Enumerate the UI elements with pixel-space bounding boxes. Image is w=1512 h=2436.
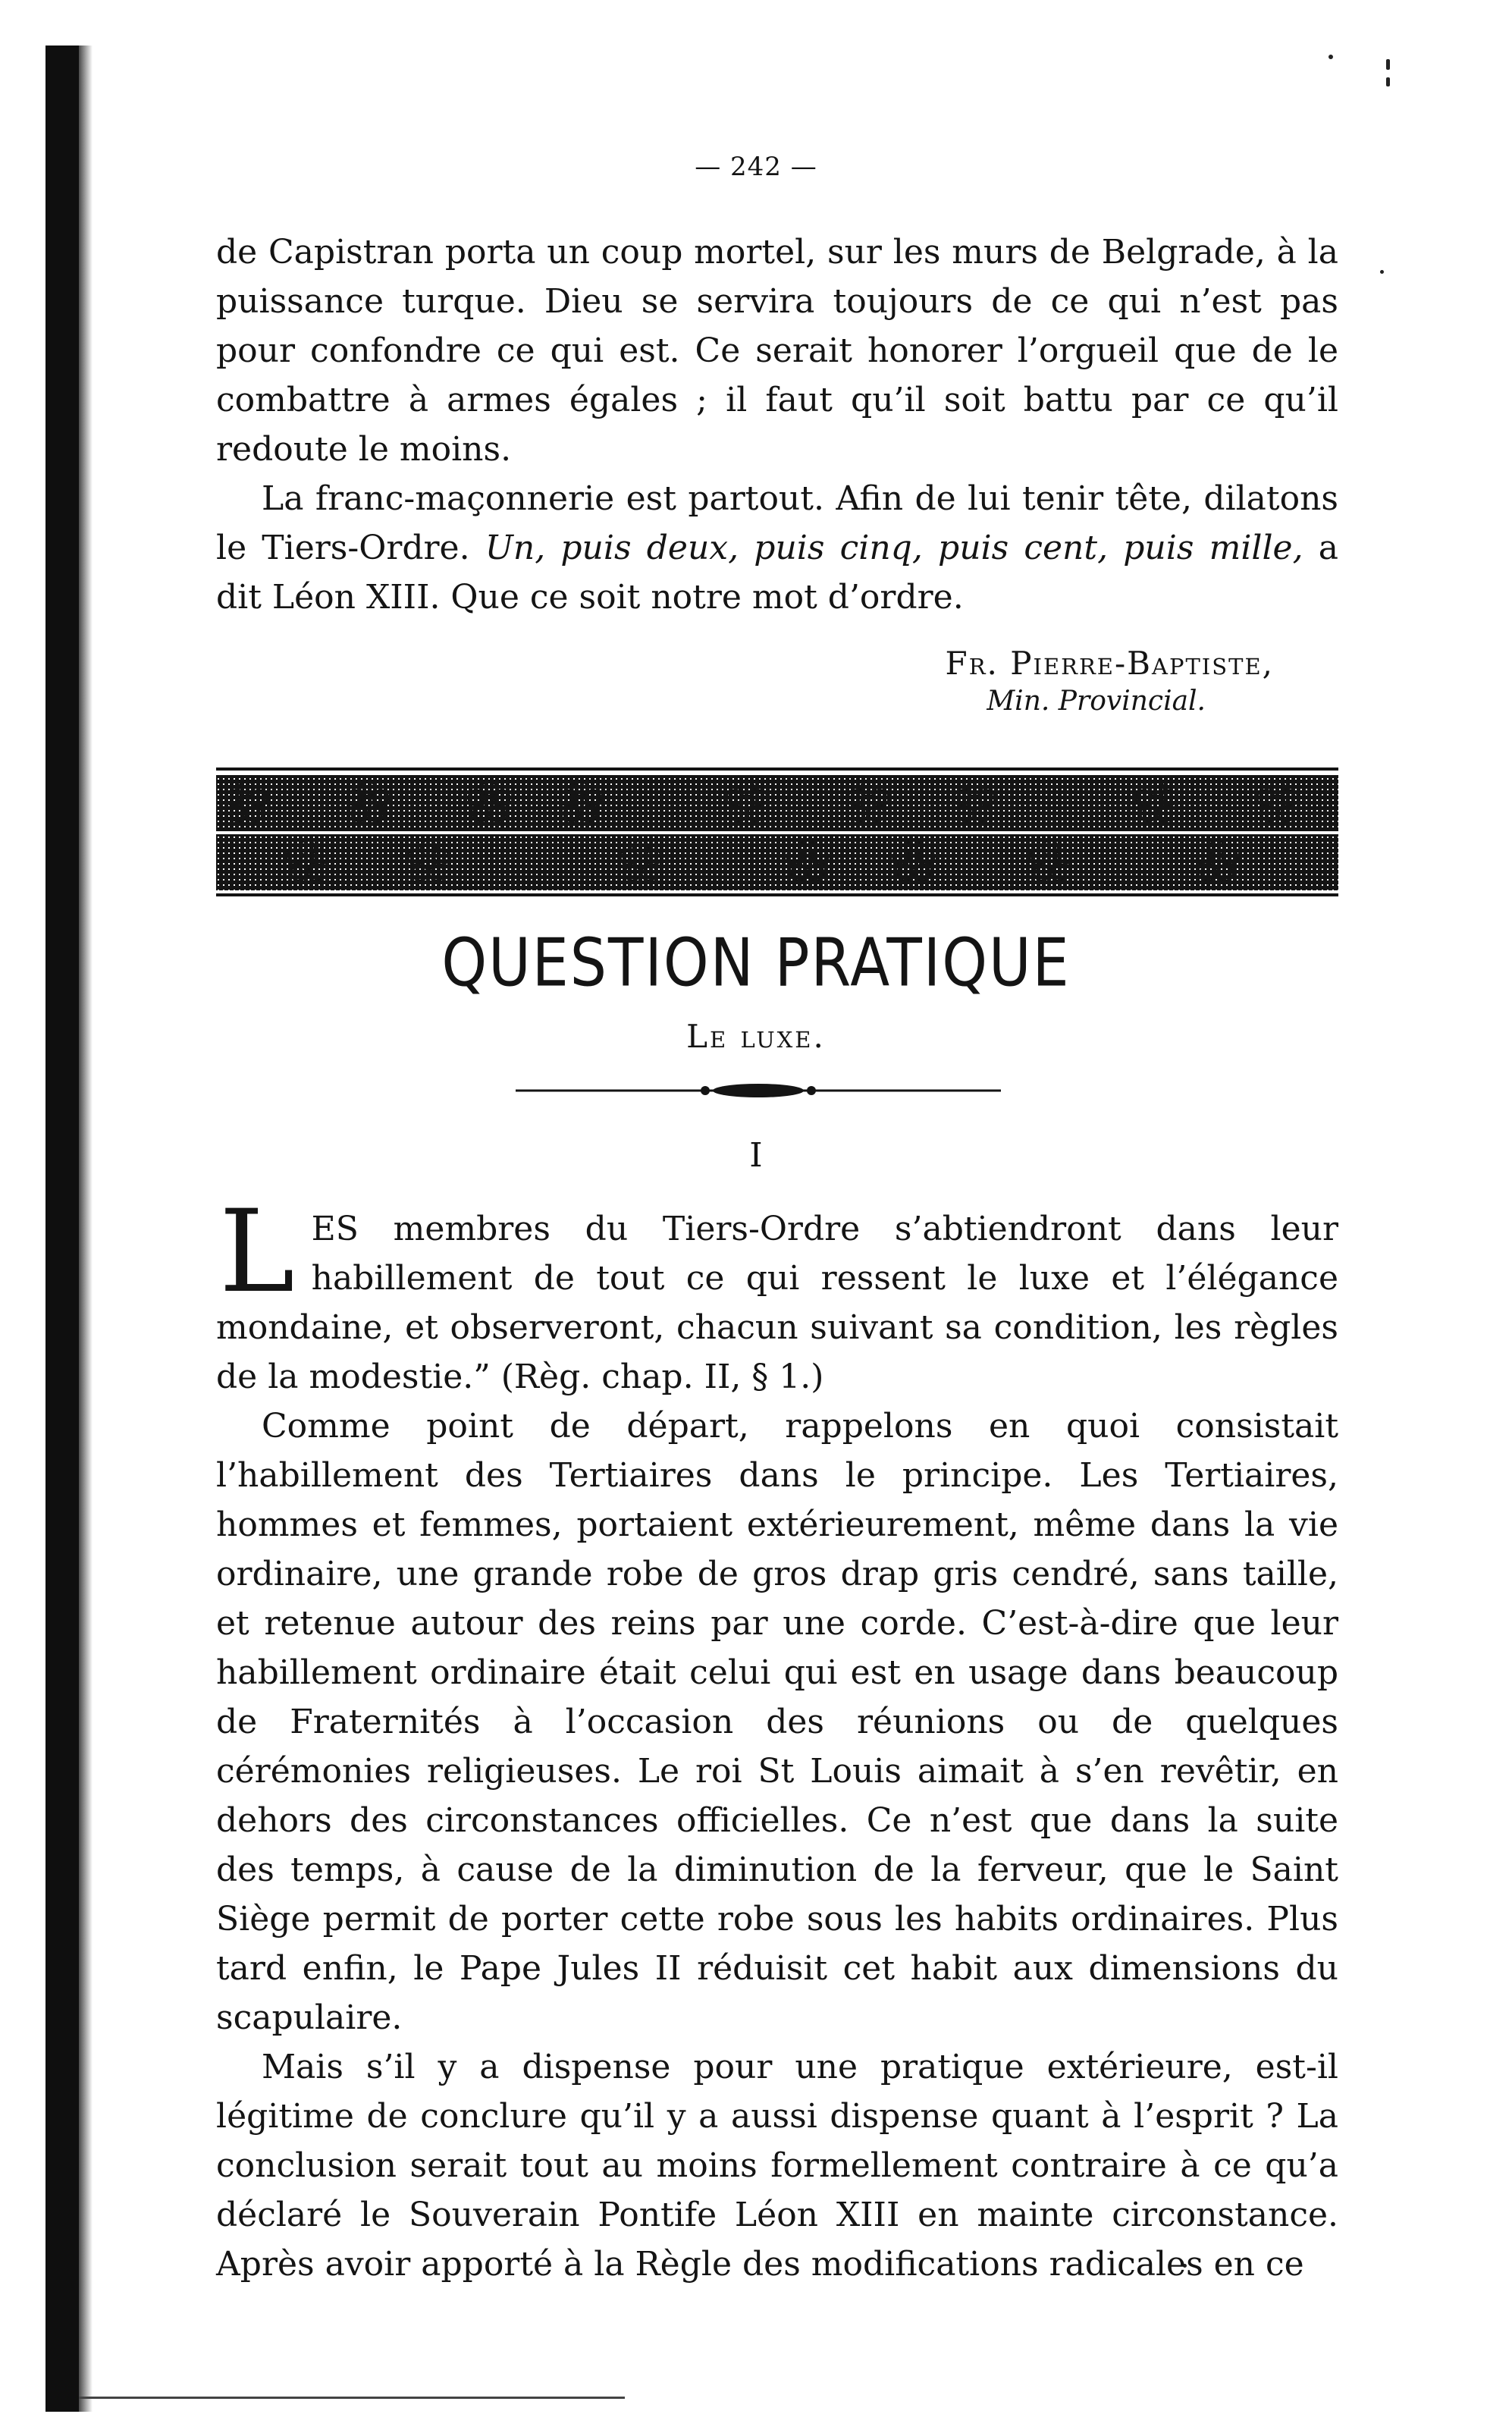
section-subheading: Le luxe. bbox=[686, 1018, 826, 1055]
main-text bbox=[216, 1186, 1338, 2289]
first-paragraph: ES membres du Tiers-Ordre s’abtiendront dans leur habillement de tout ce qui ressent le luxe et l’élégance mondaine, et observeront, chacun suivant sa condition, les règles de la modestie.” (Règ. chap. II, § 1.) bbox=[216, 1210, 1338, 1396]
bottom-edge-line bbox=[79, 2397, 625, 2399]
page-number: — 242 — bbox=[695, 152, 817, 182]
ornamental-rule bbox=[516, 1081, 1001, 1100]
scan-speck bbox=[1386, 59, 1390, 70]
binding-gutter bbox=[45, 46, 79, 2412]
scan-speck bbox=[1328, 55, 1333, 59]
closing-paragraph-2-start: La franc-maçonnerie est partout. Afin de lui tenir tête, dilatons le Tiers-Ordre. bbox=[216, 479, 1338, 567]
closing-paragraph-2 bbox=[216, 474, 1338, 622]
drop-cap: L bbox=[219, 1186, 295, 1318]
closing-paragraph-2-end: a dit Léon XIII. Que ce soit notre mot d’ordre. bbox=[216, 529, 1339, 617]
closing-text bbox=[216, 228, 1338, 622]
signature-name: Fr. Pierre-Baptiste, bbox=[945, 645, 1274, 682]
signature-role: Min. Provincial. bbox=[987, 686, 1206, 717]
decorative-floral-border bbox=[216, 766, 1338, 899]
closing-paragraph-2-quote: Un, puis deux, puis cinq, puis cent, puis mille, bbox=[485, 529, 1303, 567]
section-number: I bbox=[749, 1136, 763, 1175]
gutter-shadow bbox=[79, 46, 93, 2412]
closing-paragraph-1: de Capistran porta un coup mortel, sur les murs de Belgrade, à la puissance turque. Dieu se servira toujours de ce qui n’est pas pour confondre ce qui est. Ce serait honorer l’orgueil que de le combattre à armes égales ; il faut qu’il soit battu par ce qu’il redoute le moins. bbox=[216, 233, 1338, 469]
signature bbox=[849, 645, 1274, 720]
body-paragraph-1: Comme point de départ, rappelons en quoi consistait l’habillement des Tertiaires dans le principe. Les Tertiaires, hommes et femmes, portaient extérieurement, même dans la vie ordinaire, une grande robe de gros drap gris cendré, sans taille, et retenue autour des reins par une corde. C’est-à-dire que leur habillement ordinaire était celui qui est en usage dans beaucoup de Fraternités à l’occasion des réunions ou de quelques cérémonies religieuses. Le roi St Louis aimait à s’en revêtir, en dehors des circonstances officielles. Ce n’est que dans la suite des temps, à cause de la diminution de la ferveur, que le Saint Siège permit de porter cette robe sous les habits ordinaires. Plus tard enfin, le Pape Jules II réduisit cet habit aux dimensions du scapulaire. bbox=[216, 1407, 1338, 2037]
section-heading: QUESTION PRATIQUE bbox=[441, 924, 1071, 1002]
body-paragraph-2: Mais s’il y a dispense pour une pratique extérieure, est-il légitime de conclure qu’il y a aussi dispense quant à l’esprit ? La conclusion serait tout au moins formellement contraire à ce qu’a déclaré le Souverain Pontife Léon XIII en mainte circonstance. Après avoir apporté à la Règle des modifications radicales en ce bbox=[216, 2048, 1338, 2284]
scan-speck bbox=[1380, 270, 1384, 274]
scan-speck bbox=[1386, 77, 1390, 86]
